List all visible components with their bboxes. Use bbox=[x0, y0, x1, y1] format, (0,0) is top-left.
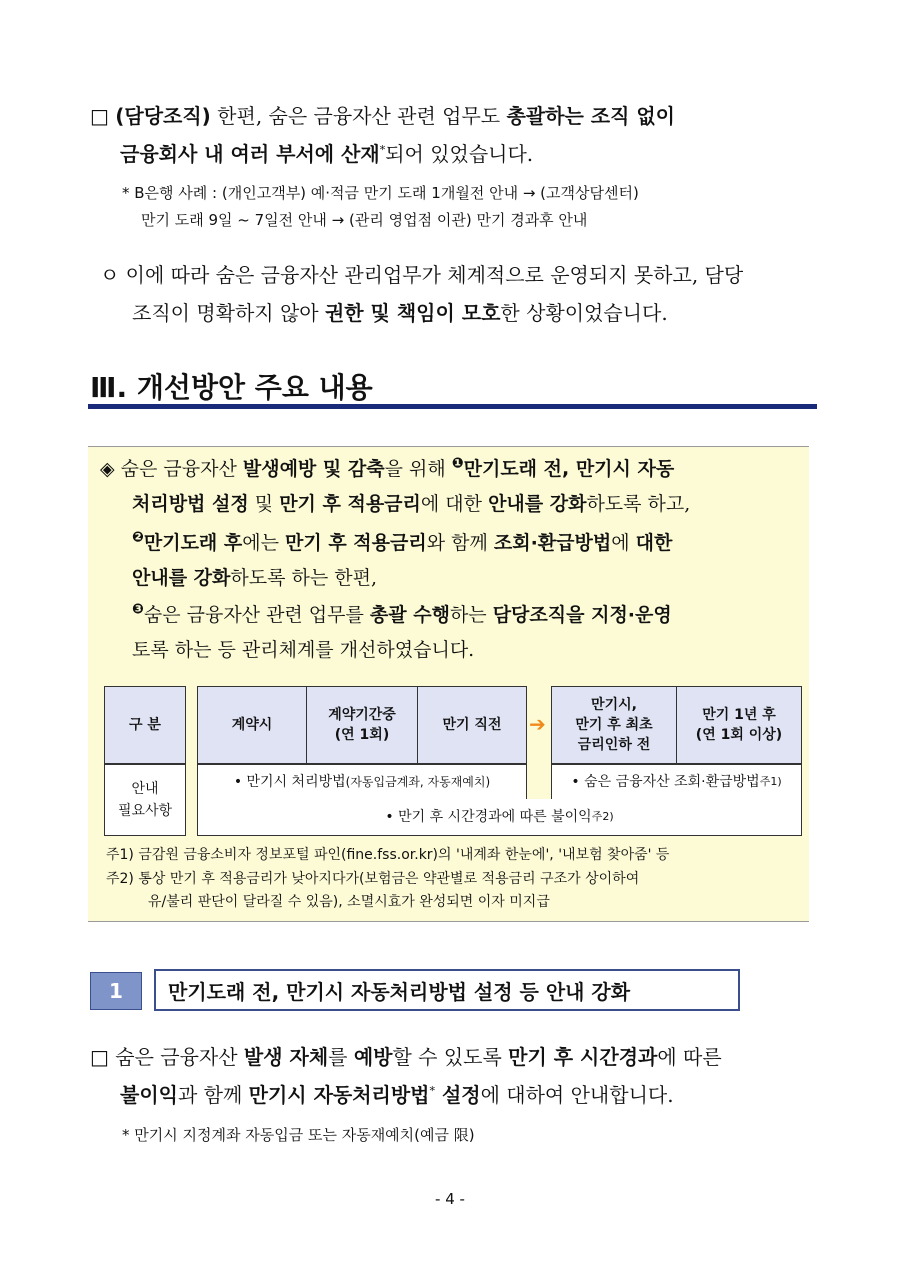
para3-text: 에 따른 bbox=[657, 1045, 722, 1069]
table-note-2: 주2) 통상 만기 후 적용금리가 낮아지다가(보험금은 약관별로 적용금리 구조가 상이하여 bbox=[106, 871, 640, 887]
header-label: 계약기간중 bbox=[328, 707, 396, 723]
para2-text: 이에 따라 숨은 금융자산 관리업무가 체계적으로 운영되지 못하고, 담당 bbox=[119, 263, 744, 287]
page-number: - 4 - bbox=[435, 1190, 465, 1208]
table-header-contract-period bbox=[306, 686, 418, 764]
summary-text: 토록 하는 등 관리체계를 개선하였습니다. bbox=[132, 639, 475, 661]
circle-bullet: ㅇ bbox=[100, 263, 120, 287]
para3-emphasis: 불이익 bbox=[120, 1083, 178, 1107]
table-header-at-maturity bbox=[551, 686, 677, 764]
summary-text: 에 bbox=[611, 532, 636, 554]
para3-emphasis: 만기 후 시간경과 bbox=[508, 1045, 658, 1069]
circled-two-icon: ❷ bbox=[132, 529, 144, 546]
paragraph-consequence bbox=[100, 256, 820, 294]
auto-handling-note: * 만기시 지정계좌 자동입금 또는 자동재예치(예금 限) bbox=[122, 1126, 475, 1144]
summary-line5 bbox=[132, 598, 812, 633]
summary-text: 와 함께 bbox=[426, 532, 494, 554]
circled-three-icon: ❸ bbox=[132, 601, 144, 618]
table-header-one-year-after bbox=[676, 686, 802, 764]
table-note-2-cont: 유/불리 판단이 달라질 수 있음), 소멸시효가 완성되면 이자 미지급 bbox=[148, 894, 550, 910]
square-bullet: □ bbox=[90, 104, 109, 128]
para3-text: 숨은 금융자산 bbox=[108, 1045, 244, 1069]
summary-text: 숨은 금융자산 bbox=[114, 458, 243, 480]
summary-emphasis: 만기도래 후 bbox=[143, 532, 243, 554]
summary-line6 bbox=[132, 633, 812, 668]
header-label: 금리인하 전 bbox=[577, 737, 651, 753]
section-title: Ⅲ. 개선방안 주요 내용 bbox=[90, 371, 373, 404]
para1-emphasis: 총괄하는 조직 없이 bbox=[506, 104, 675, 128]
summary-text: 에 대한 bbox=[420, 493, 489, 515]
para1-text-2: 되어 있었습니다. bbox=[385, 142, 534, 166]
org-heading: (담당조직) bbox=[115, 104, 211, 128]
summary-emphasis: 조회·환급방법 bbox=[493, 532, 612, 554]
summary-text: 에는 bbox=[242, 532, 285, 554]
paragraph-organization bbox=[90, 97, 820, 135]
table-header-category bbox=[104, 686, 186, 764]
summary-text: 숨은 금융자산 관련 업무를 bbox=[143, 604, 370, 626]
para1-emphasis-2: 금융회사 내 여러 부서에 산재 bbox=[120, 142, 380, 166]
summary-emphasis: 안내를 강화 bbox=[488, 493, 587, 515]
summary-text: 및 bbox=[248, 493, 280, 515]
para2-text-3: 한 상황이었습니다. bbox=[500, 301, 668, 325]
example-note-line1: * B은행 사례 : (개인고객부) 예·적금 만기 도래 1개월전 안내 → (고객상담센터) bbox=[122, 184, 639, 202]
para1-text: 한편, 숨은 금융자산 관련 업무도 bbox=[210, 104, 507, 128]
summary-text: 하도록 하고, bbox=[586, 493, 691, 515]
summary-emphasis: 만기 후 적용금리 bbox=[285, 532, 427, 554]
row-label: 필요사항 bbox=[117, 803, 173, 819]
summary-emphasis: 발생예방 및 감축 bbox=[242, 458, 385, 480]
paragraph-prevention-line2 bbox=[120, 1076, 820, 1114]
summary-text: 하도록 하는 한편, bbox=[230, 567, 377, 589]
paragraph-consequence-line2 bbox=[132, 294, 822, 332]
item-text: • 숨은 금융자산 조회·환급방법 bbox=[571, 774, 760, 790]
paragraph-prevention bbox=[90, 1038, 820, 1076]
diamond-icon: ◈ bbox=[100, 458, 115, 480]
subsection-title-text: 만기도래 전, 만기시 자동처리방법 설정 등 안내 강화 bbox=[168, 979, 631, 1004]
summary-emphasis: 안내를 강화 bbox=[132, 567, 231, 589]
summary-line3 bbox=[132, 526, 812, 561]
item-text: • 만기 후 시간경과에 따른 불이익 bbox=[385, 809, 592, 825]
circled-one-icon: ❶ bbox=[451, 455, 464, 472]
item-lookup-refund: • 숨은 금융자산 조회·환급방법 주1) bbox=[551, 764, 802, 800]
summary-line2 bbox=[132, 487, 812, 522]
arrow-icon: ➔ bbox=[529, 712, 546, 736]
table-note-1: 주1) 금감원 금융소비자 정보포털 파인(fine.fss.or.kr)의 '내계좌 한눈에', '내보험 찾아줌' 등 bbox=[106, 847, 670, 863]
example-note bbox=[122, 180, 639, 234]
example-note-line2: 만기 도래 9일 ~ 7일전 안내 → (관리 영업점 이관) 만기 경과후 안내 bbox=[141, 211, 588, 229]
item-text: (자동입금계좌, 자동재예치) bbox=[345, 775, 491, 789]
summary-text: 하는 bbox=[449, 604, 493, 626]
header-label: 만기 1년 후 bbox=[702, 707, 776, 723]
summary-emphasis: 총괄 수행 bbox=[369, 604, 450, 626]
summary-line4 bbox=[132, 561, 812, 596]
paragraph-organization-line2 bbox=[120, 135, 820, 173]
para3-text: 를 bbox=[328, 1045, 354, 1069]
footnote-mark: * bbox=[429, 1084, 435, 1098]
summary-emphasis: 만기도래 전, 만기시 자동 bbox=[463, 458, 675, 480]
header-label: 계약시 bbox=[231, 717, 273, 733]
item-time-disadvantage: • 만기 후 시간경과에 따른 불이익 주2) bbox=[197, 799, 802, 836]
row-label: 안내 bbox=[131, 781, 159, 797]
header-label: (연 1회) bbox=[334, 727, 390, 743]
item-text: • 만기시 처리방법 bbox=[233, 774, 346, 790]
header-label: 만기 후 최초 bbox=[575, 717, 653, 733]
table-header-contract bbox=[197, 686, 307, 764]
para3-emphasis: 예방 bbox=[353, 1045, 393, 1069]
summary-line1 bbox=[100, 452, 810, 487]
para3-text: 과 함께 bbox=[177, 1083, 249, 1107]
para2-emphasis: 권한 및 책임이 모호 bbox=[324, 301, 501, 325]
header-label: 만기시, bbox=[591, 697, 637, 713]
subsection-number: 1 bbox=[90, 972, 142, 1010]
header-label: 구 분 bbox=[129, 717, 161, 733]
table-header-before-maturity bbox=[417, 686, 527, 764]
row-label-required-info bbox=[104, 764, 186, 836]
para3-emphasis: 발생 자체 bbox=[243, 1045, 329, 1069]
summary-emphasis: 대한 bbox=[635, 532, 673, 554]
subsection-title bbox=[154, 969, 740, 1011]
para3-text: 에 대하여 안내합니다. bbox=[480, 1083, 674, 1107]
item-maturity-handling bbox=[197, 764, 527, 800]
summary-emphasis: 만기 후 적용금리 bbox=[279, 493, 421, 515]
header-label: 만기 직전 bbox=[442, 717, 502, 733]
para3-emphasis: 설정 bbox=[435, 1083, 481, 1107]
header-label: (연 1회 이상) bbox=[695, 727, 783, 743]
footnote-mark: * bbox=[379, 143, 386, 157]
section-divider bbox=[88, 404, 817, 409]
para2-text-2: 조직이 명확하지 않아 bbox=[132, 301, 325, 325]
summary-emphasis: 담당조직을 지정·운영 bbox=[492, 604, 672, 626]
para3-emphasis: 만기시 자동처리방법 bbox=[248, 1083, 430, 1107]
summary-emphasis: 처리방법 설정 bbox=[132, 493, 249, 515]
summary-text: 을 위해 bbox=[384, 458, 452, 480]
square-bullet: □ bbox=[90, 1045, 109, 1069]
para3-text: 할 수 있도록 bbox=[392, 1045, 509, 1069]
